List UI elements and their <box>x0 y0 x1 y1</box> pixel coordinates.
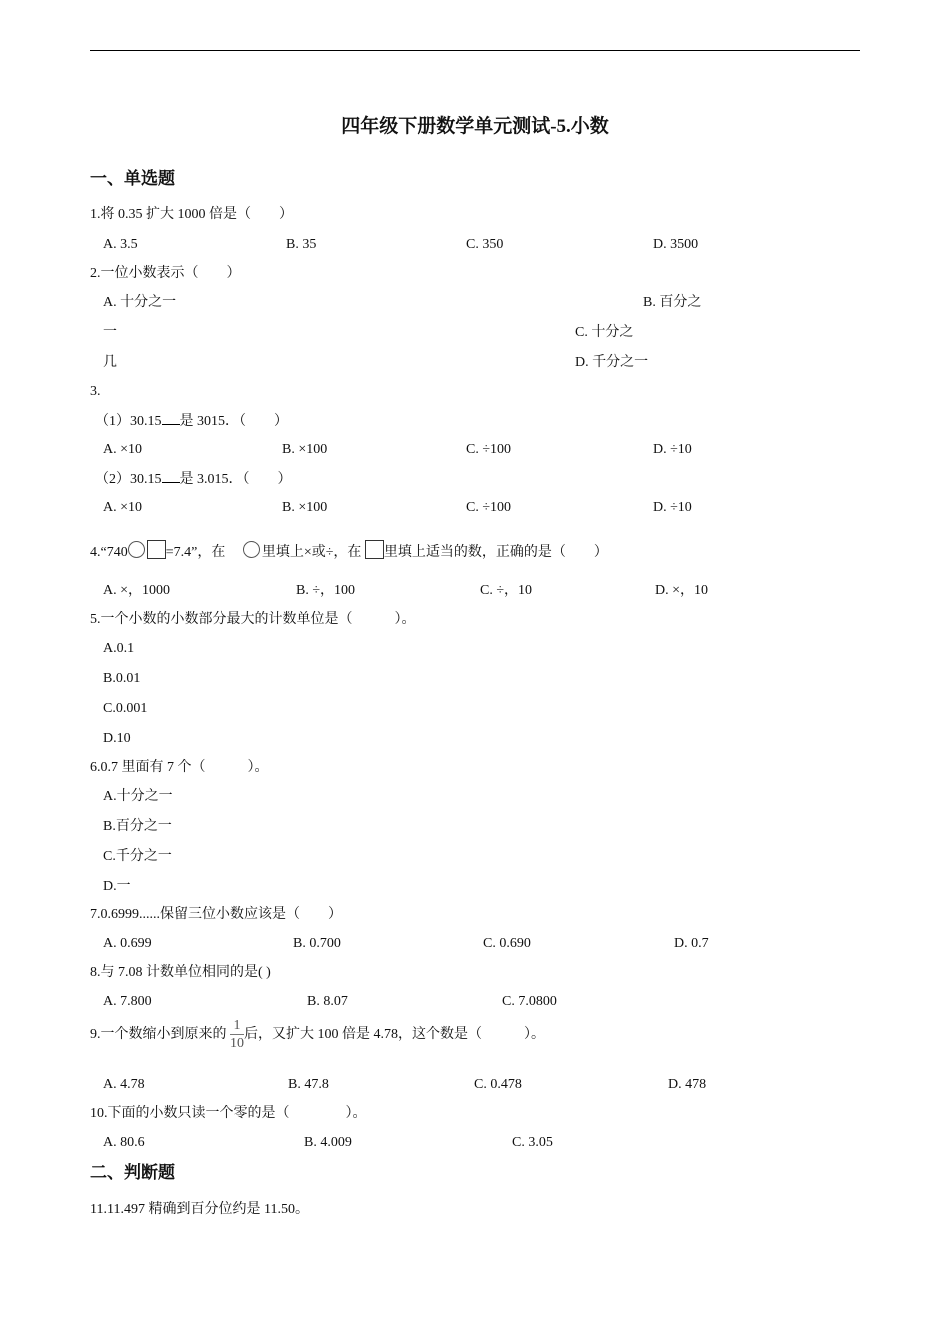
question-3-sub2-stem <box>95 470 292 489</box>
question-4-stem-pre: 4.“740 <box>90 545 128 560</box>
question-7-option-d[interactable]: D. 0.7 <box>674 936 709 951</box>
question-3-sub1-stem <box>95 412 288 431</box>
square-blank-icon <box>147 540 166 559</box>
question-3-stem: 3. <box>90 384 101 399</box>
question-3-sub2-option-d[interactable]: D. ÷10 <box>653 500 692 515</box>
question-3-sub2-option-b[interactable]: B. ×100 <box>282 500 328 515</box>
question-3-sub2-stem-post: 是 3.015．（ ） <box>179 472 292 487</box>
question-3-sub1-option-a[interactable]: A. ×10 <box>103 442 143 457</box>
question-3-sub1-stem-pre: （1）30.15 <box>95 414 162 429</box>
question-6-stem: 6.0.7 里面有 7 个（ ）。 <box>90 760 269 775</box>
question-4-stem <box>90 540 608 562</box>
question-2-stem: 2.一位小数表示（ ） <box>90 266 241 281</box>
question-1-option-c[interactable]: C. 350 <box>466 237 504 252</box>
question-4-option-b[interactable]: B. ÷，100 <box>296 583 356 598</box>
question-6-option-c[interactable]: C.千分之一 <box>103 849 172 864</box>
question-4-stem-mid1: =7.4”，在 <box>165 545 226 560</box>
question-3-sub1-option-b[interactable]: B. ×100 <box>282 442 328 457</box>
question-2-option-c-continued: 几 <box>103 355 117 370</box>
question-10-option-c[interactable]: C. 3.05 <box>512 1135 553 1150</box>
question-9-stem <box>90 1018 545 1052</box>
question-9-stem-post: 后，又扩大 100 倍是 4.78，这个数是（ ）。 <box>244 1027 545 1042</box>
fraction-denominator: 10 <box>230 1036 244 1052</box>
question-6-option-d[interactable]: D.一 <box>103 879 131 894</box>
circle-blank-icon <box>243 541 260 558</box>
fraction-bar <box>230 1034 244 1035</box>
question-3-sub1-option-c[interactable]: C. ÷100 <box>466 442 512 457</box>
fraction-numerator: 1 <box>233 1018 241 1034</box>
question-10-option-b[interactable]: B. 4.009 <box>304 1135 352 1150</box>
page-title: 四年级下册数学单元测试-5.小数 <box>341 116 609 137</box>
fraction-one-tenth <box>230 1018 244 1051</box>
header-rule <box>90 50 860 51</box>
question-9-option-d[interactable]: D. 478 <box>668 1077 707 1092</box>
question-4-option-a[interactable]: A. ×，1000 <box>103 583 171 598</box>
question-9-option-c[interactable]: C. 0.478 <box>474 1077 522 1092</box>
question-8-option-c[interactable]: C. 7.0800 <box>502 994 557 1009</box>
answer-blank[interactable] <box>162 470 180 483</box>
question-1-option-d[interactable]: D. 3500 <box>653 237 699 252</box>
question-2-option-b[interactable]: B. 百分之 <box>643 295 702 310</box>
question-2-option-d[interactable]: D. 千分之一 <box>575 355 649 370</box>
question-6-option-b[interactable]: B.百分之一 <box>103 819 172 834</box>
question-1-option-a[interactable]: A. 3.5 <box>103 237 138 252</box>
question-4-option-d[interactable]: D. ×，10 <box>655 583 709 598</box>
question-8-option-a[interactable]: A. 7.800 <box>103 994 152 1009</box>
question-4-stem-mid2: 里填上×或÷，在 <box>261 545 362 560</box>
question-2-option-c[interactable]: C. 十分之 <box>575 325 634 340</box>
question-1-option-b[interactable]: B. 35 <box>286 237 317 252</box>
question-1-stem: 1.将 0.35 扩大 1000 倍是（ ） <box>90 207 293 222</box>
question-9-option-a[interactable]: A. 4.78 <box>103 1077 145 1092</box>
question-5-option-d[interactable]: D.10 <box>103 731 131 746</box>
question-9-option-b[interactable]: B. 47.8 <box>288 1077 329 1092</box>
question-7-option-b[interactable]: B. 0.700 <box>293 936 341 951</box>
question-5-option-c[interactable]: C.0.001 <box>103 701 148 716</box>
question-7-option-c[interactable]: C. 0.690 <box>483 936 531 951</box>
question-3-sub1-option-d[interactable]: D. ÷10 <box>653 442 692 457</box>
question-3-sub1-stem-post: 是 3015．（ ） <box>179 414 288 429</box>
question-4-stem-post: 里填上适当的数，正确的是（ ） <box>383 545 608 560</box>
section-heading-true-false: 二、判断题 <box>90 1163 175 1182</box>
question-2-option-a-continued: 一 <box>103 325 117 340</box>
question-6-option-a[interactable]: A.十分之一 <box>103 789 173 804</box>
answer-blank[interactable] <box>162 412 180 425</box>
question-7-option-a[interactable]: A. 0.699 <box>103 936 152 951</box>
square-blank-icon <box>365 540 384 559</box>
question-3-sub2-option-c[interactable]: C. ÷100 <box>466 500 512 515</box>
question-3-sub2-option-a[interactable]: A. ×10 <box>103 500 143 515</box>
question-10-option-a[interactable]: A. 80.6 <box>103 1135 145 1150</box>
section-heading-single-choice: 一、单选题 <box>90 169 175 188</box>
question-9-stem-pre: 9.一个数缩小到原来的 <box>90 1027 227 1042</box>
question-8-option-b[interactable]: B. 8.07 <box>307 994 348 1009</box>
question-5-stem: 5.一个小数的小数部分最大的计数单位是（ ）。 <box>90 612 416 627</box>
question-5-option-a[interactable]: A.0.1 <box>103 641 135 656</box>
question-7-stem: 7.0.6999......保留三位小数应该是（ ） <box>90 907 342 922</box>
question-3-sub2-stem-pre: （2）30.15 <box>95 472 162 487</box>
question-4-option-c[interactable]: C. ÷，10 <box>480 583 533 598</box>
question-5-option-b[interactable]: B.0.01 <box>103 671 141 686</box>
question-10-stem: 10.下面的小数只读一个零的是（ ）。 <box>90 1106 367 1121</box>
question-11-stem: 11.11.497 精确到百分位约是 11.50。 <box>90 1202 309 1217</box>
circle-blank-icon <box>128 541 145 558</box>
question-2-option-a[interactable]: A. 十分之一 <box>103 295 177 310</box>
question-8-stem: 8.与 7.08 计数单位相同的是( ) <box>90 965 271 980</box>
